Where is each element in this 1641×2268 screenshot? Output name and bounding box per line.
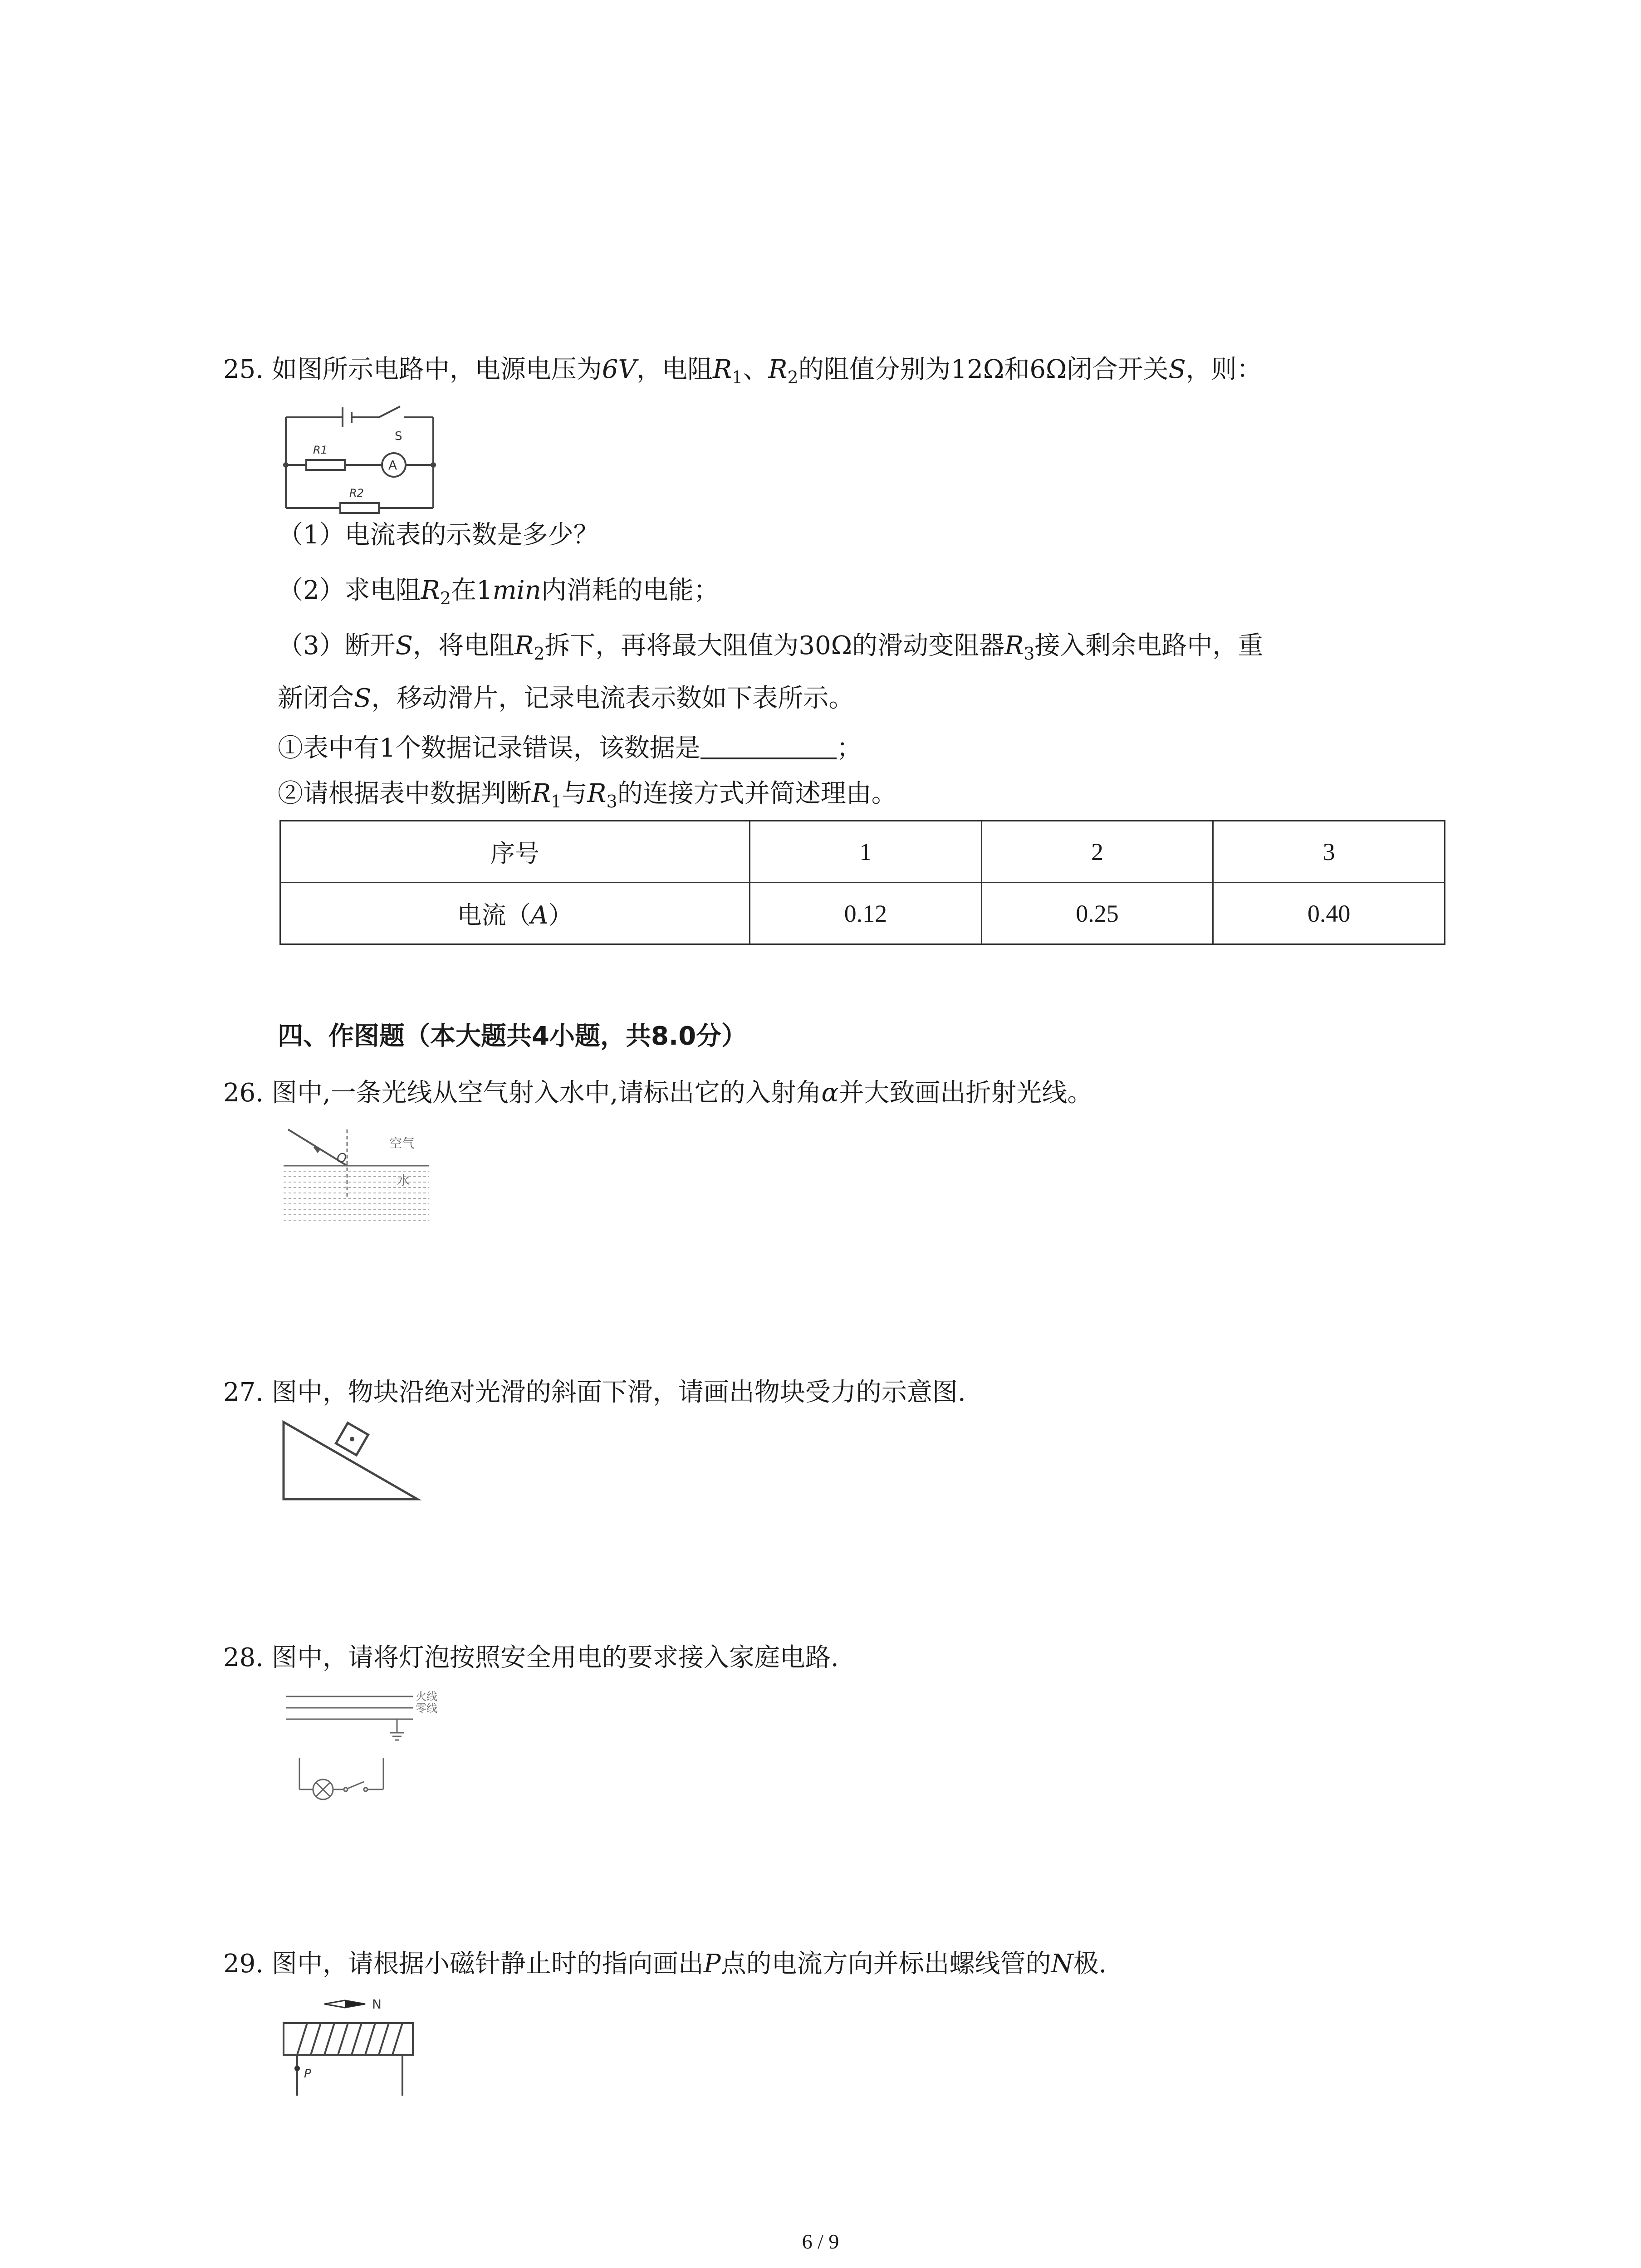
table-header-2: 2 [981,821,1213,883]
q27-incline-diagram [279,1418,424,1504]
r2-label: R2 [349,487,364,499]
neutral-wire-label: 零线 [416,1702,437,1715]
point-p-label: P [304,2067,311,2081]
table-cell: 0.40 [1213,883,1445,944]
table-cell: 0.25 [981,883,1213,944]
table-row [280,883,1445,944]
q28-number: 28. [223,1643,264,1672]
q28-stem: 28. 图中，请将灯泡按照安全用电的要求接入家庭电路. [223,1643,839,1672]
answer-blank[interactable] [700,732,837,759]
switch-lever [379,406,400,417]
ammeter-label: A [388,458,397,473]
q27-stem: 27. 图中，物块沿绝对光滑的斜面下滑，请画出物块受力的示意图. [223,1378,966,1407]
page-number: 6 / 9 [802,2230,839,2253]
q29-solenoid-diagram [279,1991,424,2105]
resistor-r2 [340,503,379,513]
q28-household-circuit [281,1687,454,1801]
water-label: 水 [397,1173,410,1188]
ray-arrow-icon [313,1147,321,1153]
table-header-3: 3 [1213,821,1445,883]
point-o-label: O [337,1150,347,1165]
needle-n-label: N [372,1997,382,2012]
q25-sub-question-2: ②请根据表中数据判断$R_1$与$R_3$的连接方式并简述理由。 [278,779,897,811]
q25-part3-line1: （3）断开S，将电阻$R_2$拆下，再将最大阻值为30Ω的滑动变阻器$R_3$接入剩余电路中，重 [278,631,1264,664]
q25-current-table [279,820,1445,945]
q25-circuit-diagram [281,399,445,517]
table-row-label: 电流（A） [280,883,750,944]
q25-part2: （2）求电阻$R_2$在1min内消耗的电能； [278,576,719,608]
q29-number: 29. [223,1949,264,1979]
q25-stem: 25. 如图所示电路中，电源电压为6V，电阻$R_1$、$R_2$的阻值分别为12Ω和6Ω闭合开关S，则： [223,355,1262,387]
q26-stem: 26. 图中,一条光线从空气射入水中,请标出它的入射角α并大致画出折射光线。 [223,1078,1093,1108]
resistor-r1 [306,460,345,470]
q25-number: 25. [223,355,264,384]
table-header-index: 序号 [280,821,750,883]
q27-number: 27. [223,1378,264,1407]
point-p [294,2066,300,2071]
section-4-title: 四、作图题（本大题共4小题，共8.0分） [278,1022,747,1051]
table-cell: 0.12 [750,883,982,944]
q25-part1: （1）电流表的示数是多少？ [278,520,599,550]
table-header-1: 1 [750,821,982,883]
q25-sub-question-1: ①表中有1个数据记录错误，该数据是 ； [278,730,862,767]
switch-label: S [395,430,402,443]
q25-part3-line2: 新闭合S，移动滑片，记录电流表示数如下表所示。 [278,684,854,713]
table-row [280,821,1445,883]
air-label: 空气 [389,1136,415,1151]
q29-stem: 29. 图中，请根据小磁针静止时的指向画出P点的电流方向并标出螺线管的N极. [223,1949,1107,1979]
q26-refraction-diagram [281,1125,431,1234]
switch-lever [348,1782,364,1789]
live-wire-label: 火线 [416,1690,437,1703]
r1-label: R1 [313,444,328,456]
q26-number: 26. [223,1078,264,1108]
